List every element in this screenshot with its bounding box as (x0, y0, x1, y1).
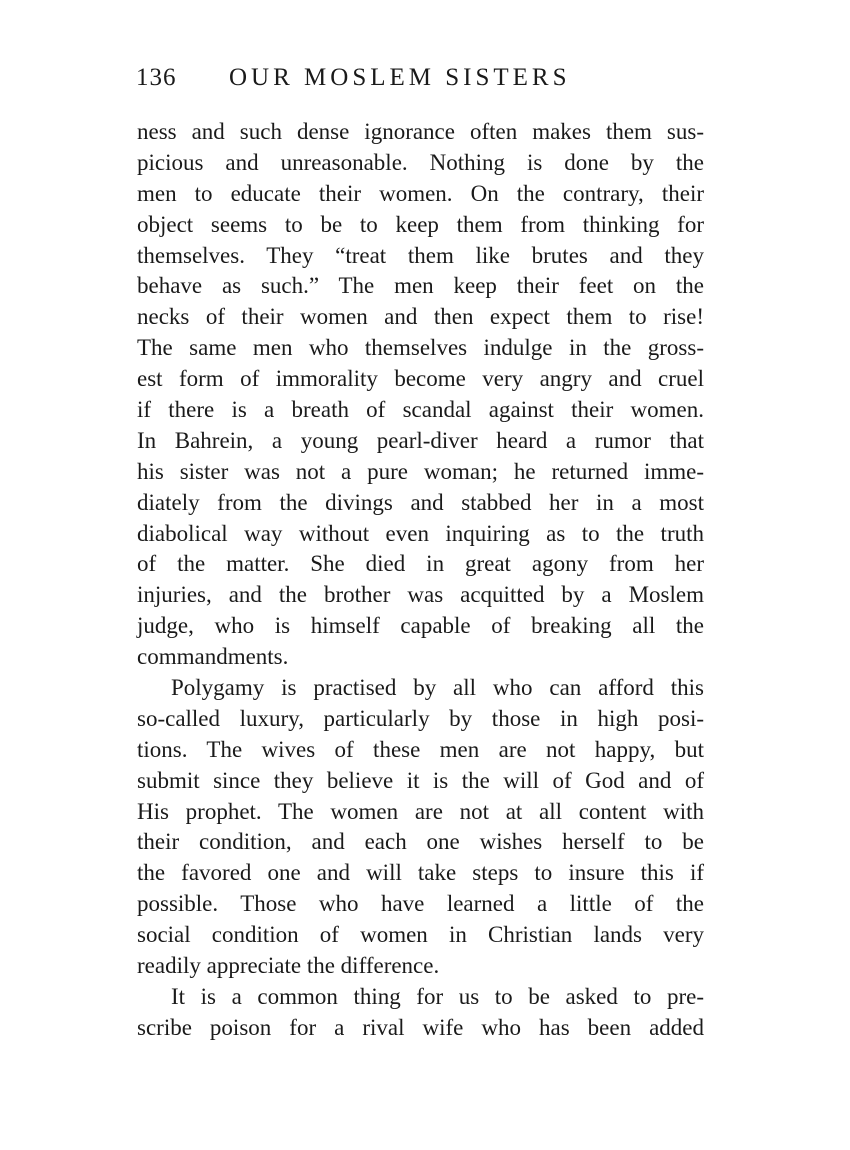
paragraph (137, 982, 704, 1044)
running-head: OUR MOSLEM SISTERS (229, 64, 571, 91)
text-line: his sister was not a pure woman; he returned imme- (137, 458, 704, 484)
text-line: their condition, and each one wishes herself to be (137, 829, 704, 855)
text-line: His prophet. The women are not at all content with (137, 798, 704, 824)
text-line: themselves. They “treat them like brutes and they (137, 242, 704, 268)
text-line: ness and such dense ignorance often makes them sus- (137, 119, 704, 144)
text-line: social condition of women in Christian lands very (137, 922, 704, 948)
paragraph (137, 117, 704, 673)
paragraph (137, 673, 704, 982)
text-line: men to educate their women. On the contrary, their (137, 180, 704, 206)
page-number: 136 (136, 64, 177, 91)
text-line: of the matter. She died in great agony from her (137, 551, 704, 577)
text-line: tions. The wives of these men are not happy, but (137, 736, 704, 762)
text-line: necks of their women and then expect them to rise! (137, 304, 704, 330)
text-line: readily appreciate the difference. (137, 953, 440, 979)
text-line: so-called luxury, particularly by those in high posi- (137, 705, 704, 731)
text-line: picious and unreasonable. Nothing is done by the (137, 149, 704, 175)
text-line: In Bahrein, a young pearl-diver heard a rumor that (137, 427, 704, 453)
text-line: diabolical way without even inquiring as to the truth (137, 520, 704, 546)
text-line: behave as such.” The men keep their feet on the (137, 273, 704, 299)
text-line: judge, who is himself capable of breaking all the (137, 613, 704, 639)
body-text (137, 117, 704, 1044)
text-line: submit since they believe it is the will of God and of (137, 767, 704, 793)
text-line: commandments. (137, 644, 289, 670)
text-line: scribe poison for a rival wife who has been added (137, 1014, 704, 1040)
text-line: It is a common thing for us to be asked to pre- (171, 983, 704, 1009)
page-header (136, 64, 716, 104)
text-line: injuries, and the brother was acquitted by a Moslem (137, 582, 704, 608)
text-line: if there is a breath of scandal against their women. (137, 397, 704, 423)
text-line: object seems to be to keep them from thinking for (137, 211, 704, 237)
text-line: possible. Those who have learned a little of the (137, 891, 704, 917)
text-line: est form of immorality become very angry and cruel (137, 366, 704, 392)
text-line: Polygamy is practised by all who can afford this (171, 675, 704, 701)
text-line: diately from the divings and stabbed her in a most (137, 489, 704, 515)
text-line: The same men who themselves indulge in the gross- (137, 335, 704, 361)
text-line: the favored one and will take steps to insure this if (137, 860, 704, 886)
